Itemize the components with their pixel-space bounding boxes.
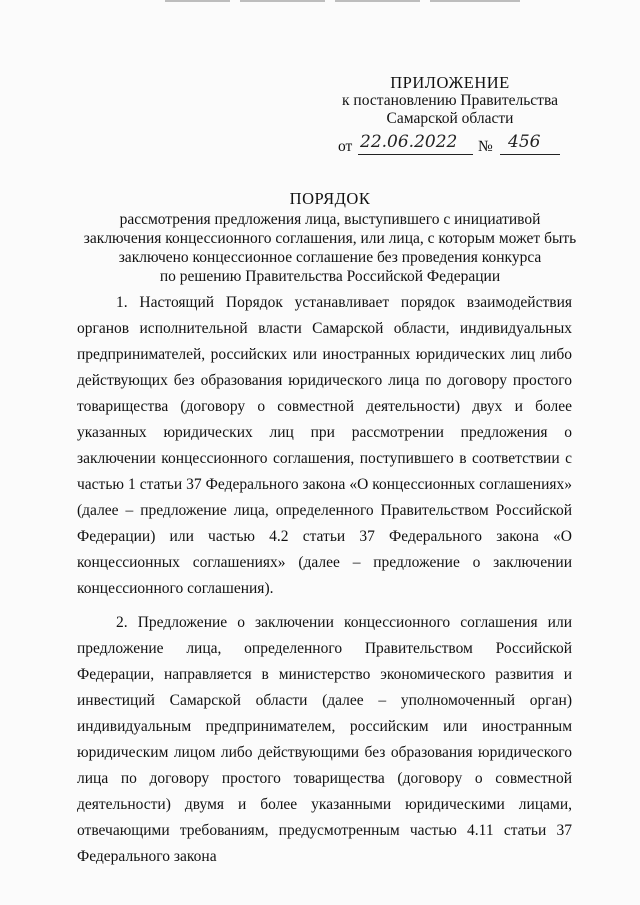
scan-artifact xyxy=(165,0,230,2)
date-underline xyxy=(358,154,473,155)
number-underline xyxy=(500,154,560,155)
document-heading xyxy=(60,189,600,286)
paragraph: 1. Настоящий Порядок устанавливает порядок взаимодействия органов исполнительной власти Самарской области, индивидуальных предпринимателей, российских или иностранных юридических лиц либо действующих без образования юридического лица по договору простого товарищества (договору о совместной деятельности) двух и более указанных юридических лиц при рассмотрении предложения о заключении концессионного соглашения, поступившего в соответствии с частью 1 статьи 37 Федерального закона «О концессионных соглашениях» (далее – предложение лица, определенного Правительством Российской Федерации) или частью 4.2 статьи 37 Федерального закона «О концессионных соглашениях» (далее – предложение о заключении концессионного соглашения). xyxy=(77,294,572,597)
appendix-line: Самарской области xyxy=(386,110,514,127)
heading-line: заключения концессионного соглашения, или лица, с которым может быть xyxy=(83,230,577,247)
scan-artifact xyxy=(430,0,520,2)
from-label: от xyxy=(338,138,353,155)
heading-line: заключено концессионное соглашение без проведения конкурса xyxy=(118,249,542,266)
appendix-line: к постановлению Правительства xyxy=(342,92,558,109)
appendix-title: ПРИЛОЖЕНИЕ xyxy=(390,73,510,92)
scan-artifact xyxy=(240,0,325,2)
heading-title: ПОРЯДОК xyxy=(289,189,371,208)
heading-line: рассмотрения предложения лица, выступившего с инициативой xyxy=(119,211,541,228)
handwritten-number: 456 xyxy=(508,132,541,152)
document-body xyxy=(77,290,572,878)
date-number-line xyxy=(330,132,570,158)
heading-line: по решению Правительства Российской Федерации xyxy=(159,268,501,285)
appendix-block xyxy=(330,74,570,158)
paragraph: 2. Предложение о заключении концессионного соглашения или предложение лица, определенного Правительством Российской Федерации, направляется в министерство экономического развития и инвестиций Самарской области (далее – уполномоченный орган) индивидуальным предпринимателем, российским или иностранным юридическим лицом либо действующими без образования юридического лица по договору простого товарищества (договору о совместной деятельности) двумя и более указанными юридическими лицами, отвечающими требованиям, предусмотренным частью 4.11 статьи 37 Федерального закона xyxy=(77,614,572,865)
number-label: № xyxy=(478,138,493,155)
handwritten-date: 22.06.2022 xyxy=(360,132,458,152)
scan-artifact xyxy=(335,0,420,2)
